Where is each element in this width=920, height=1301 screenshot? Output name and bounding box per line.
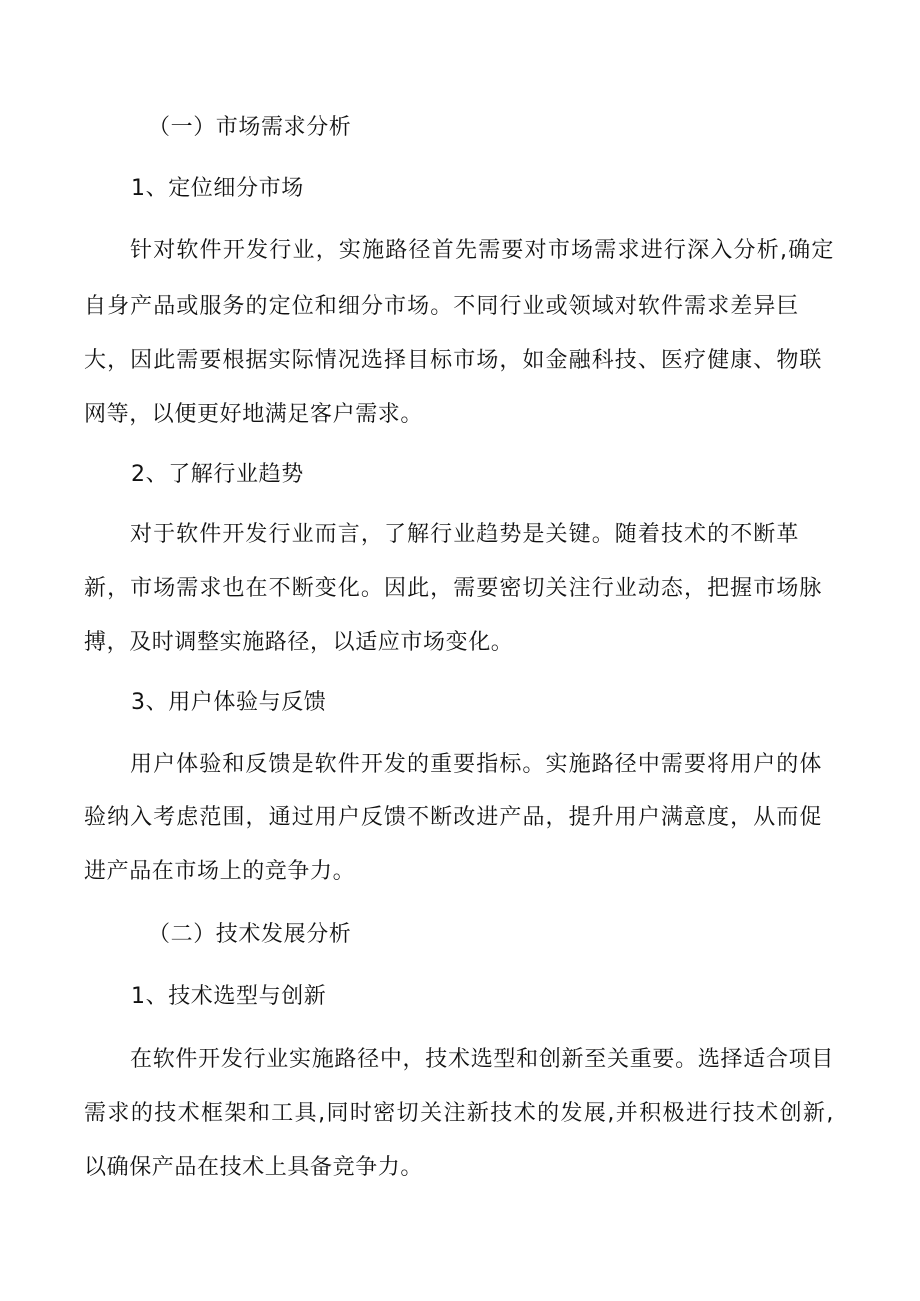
subheading-tech-selection: 1、技术选型与创新 [131, 984, 327, 1009]
subheading-positioning: 1、定位细分市场 [131, 176, 304, 201]
paragraph-line: 进产品在市场上的竞争力。 [84, 859, 356, 884]
paragraph-line: 在软件开发行业实施路径中，技术选型和创新至关重要。选择适合项目 [130, 1047, 834, 1072]
paragraph-line: 需求的技术框架和工具,同时密切关注新技术的发展,并积极进行技术创新, [84, 1101, 834, 1126]
paragraph-line: 大，因此需要根据实际情况选择目标市场，如金融科技、医疗健康、物联 [84, 348, 822, 373]
paragraph-line: 自身产品或服务的定位和细分市场。不同行业或领域对软件需求差异巨 [84, 294, 799, 319]
paragraph-line: 搏，及时调整实施路径，以适应市场变化。 [84, 630, 514, 655]
paragraph-line: 对于软件开发行业而言，了解行业趋势是关键。随着技术的不断革 [130, 522, 799, 547]
section-heading-market-demand: （一）市场需求分析 [148, 115, 352, 140]
paragraph-line: 网等，以便更好地满足客户需求。 [84, 402, 424, 427]
subheading-user-experience: 3、用户体验与反馈 [131, 690, 327, 715]
paragraph-line: 用户体验和反馈是软件开发的重要指标。实施路径中需要将用户的体 [130, 752, 822, 777]
paragraph-line: 新，市场需求也在不断变化。因此，需要密切关注行业动态，把握市场脉 [84, 576, 822, 601]
paragraph-line: 验纳入考虑范围，通过用户反馈不断改进产品，提升用户满意度，从而促 [84, 805, 822, 830]
paragraph-line: 针对软件开发行业，实施路径首先需要对市场需求进行深入分析,确定 [130, 238, 834, 263]
subheading-industry-trends: 2、了解行业趋势 [131, 462, 304, 487]
paragraph-line: 以确保产品在技术上具备竞争力。 [84, 1155, 424, 1180]
section-heading-tech-development: （二）技术发展分析 [148, 922, 352, 947]
